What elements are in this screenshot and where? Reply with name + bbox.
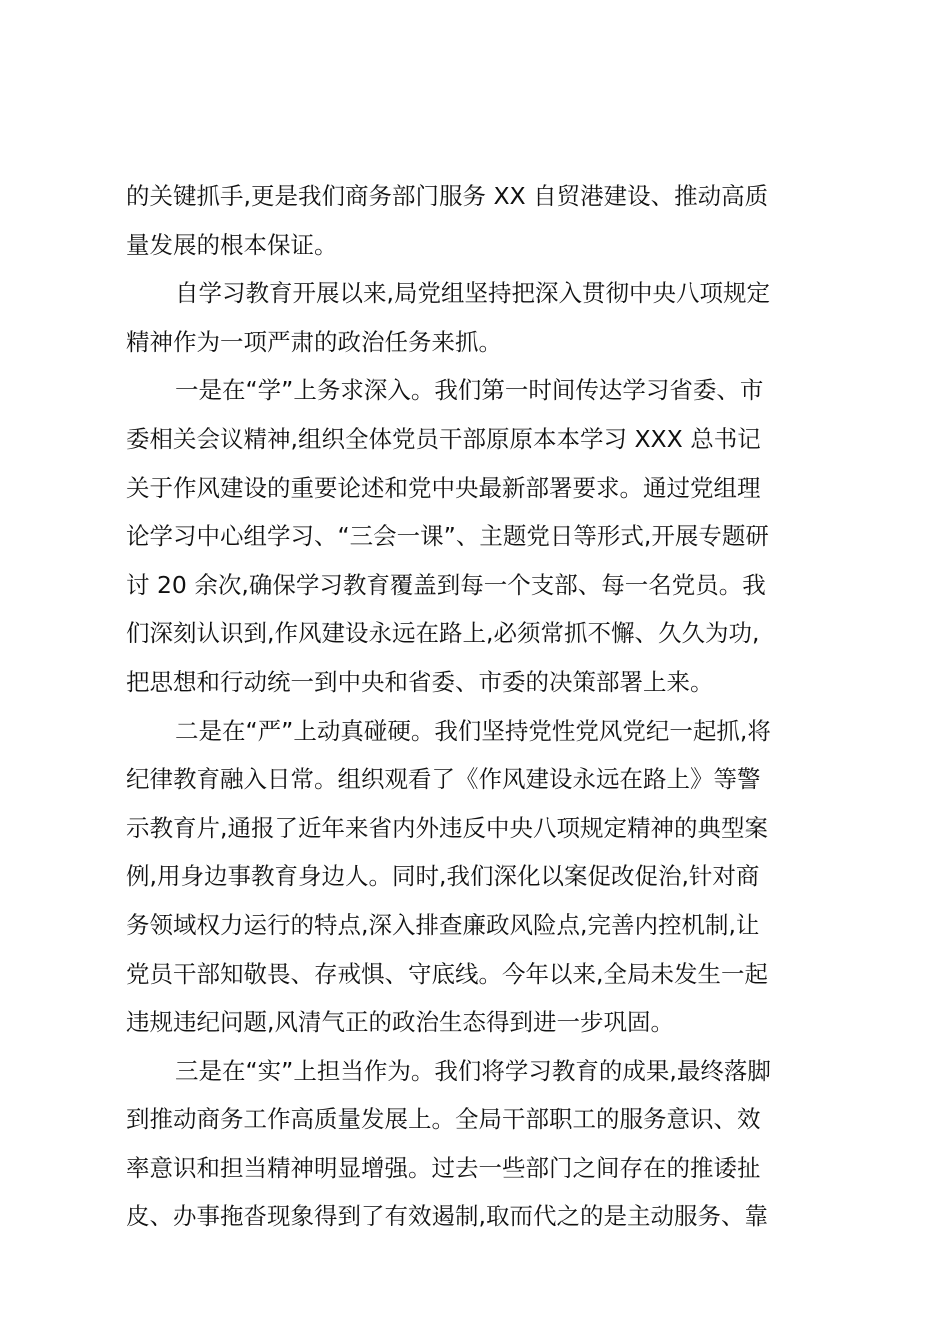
text-line: 例,用身边事教育身边人。同时,我们深化以案促改促治,针对商 xyxy=(126,862,760,891)
paragraph-practical xyxy=(126,1047,826,1241)
text-line: 精神作为一项严肃的政治任务来抓。 xyxy=(126,327,502,356)
text-line: 纪律教育融入日常。组织观看了《作风建设永远在路上》等警 xyxy=(126,765,761,794)
text-line: 们深刻认识到,作风建设永远在路上,必须常抓不懈、久久为功, xyxy=(126,619,760,648)
text-line: 自学习教育开展以来,局党组坚持把深入贯彻中央八项规定 xyxy=(175,279,770,308)
text-line: 三是在“实”上担当作为。我们将学习教育的成果,最终落脚 xyxy=(175,1056,771,1085)
body-text xyxy=(126,172,826,1241)
text-line: 论学习中心组学习、“三会一课”、主题党日等形式,开展专题研 xyxy=(126,522,769,551)
text-line: 二是在“严”上动真碰硬。我们坚持党性党风党纪一起抓,将 xyxy=(175,716,771,745)
text-line: 量发展的根本保证。 xyxy=(126,230,338,259)
text-line: 委相关会议精神,组织全体党员干部原原本本学习 XXX 总书记 xyxy=(126,424,761,453)
paragraph-intro xyxy=(126,269,826,366)
text-line: 务领域权力运行的特点,深入排查廉政风险点,完善内控机制,让 xyxy=(126,910,760,939)
text-line: 率意识和担当精神明显增强。过去一些部门之间存在的推诿扯 xyxy=(126,1153,761,1182)
text-line: 一是在“学”上务求深入。我们第一时间传达学习省委、市 xyxy=(175,376,764,405)
paragraph-study xyxy=(126,366,826,706)
text-line: 讨 20 余次,确保学习教育覆盖到每一个支部、每一名党员。我 xyxy=(126,570,766,599)
text-line: 示教育片,通报了近年来省内外违反中央八项规定精神的典型案 xyxy=(126,813,768,842)
text-line: 违规违纪问题,风清气正的政治生态得到进一步巩固。 xyxy=(126,1008,674,1037)
text-line: 关于作风建设的重要论述和党中央最新部署要求。通过党组理 xyxy=(126,473,761,502)
text-line: 党员干部知敬畏、存戒惧、守底线。今年以来,全局未发生一起 xyxy=(126,959,768,988)
text-line: 把思想和行动统一到中央和省委、市委的决策部署上来。 xyxy=(126,667,714,696)
paragraph-strict xyxy=(126,707,826,1047)
text-line: 的关键抓手,更是我们商务部门服务 XX 自贸港建设、推动高质 xyxy=(126,182,769,210)
text-line: 到推动商务工作高质量发展上。全局干部职工的服务意识、效 xyxy=(126,1105,761,1134)
paragraph-continuation xyxy=(126,172,826,269)
text-line: 皮、办事拖沓现象得到了有效遏制,取而代之的是主动服务、靠 xyxy=(126,1202,768,1231)
